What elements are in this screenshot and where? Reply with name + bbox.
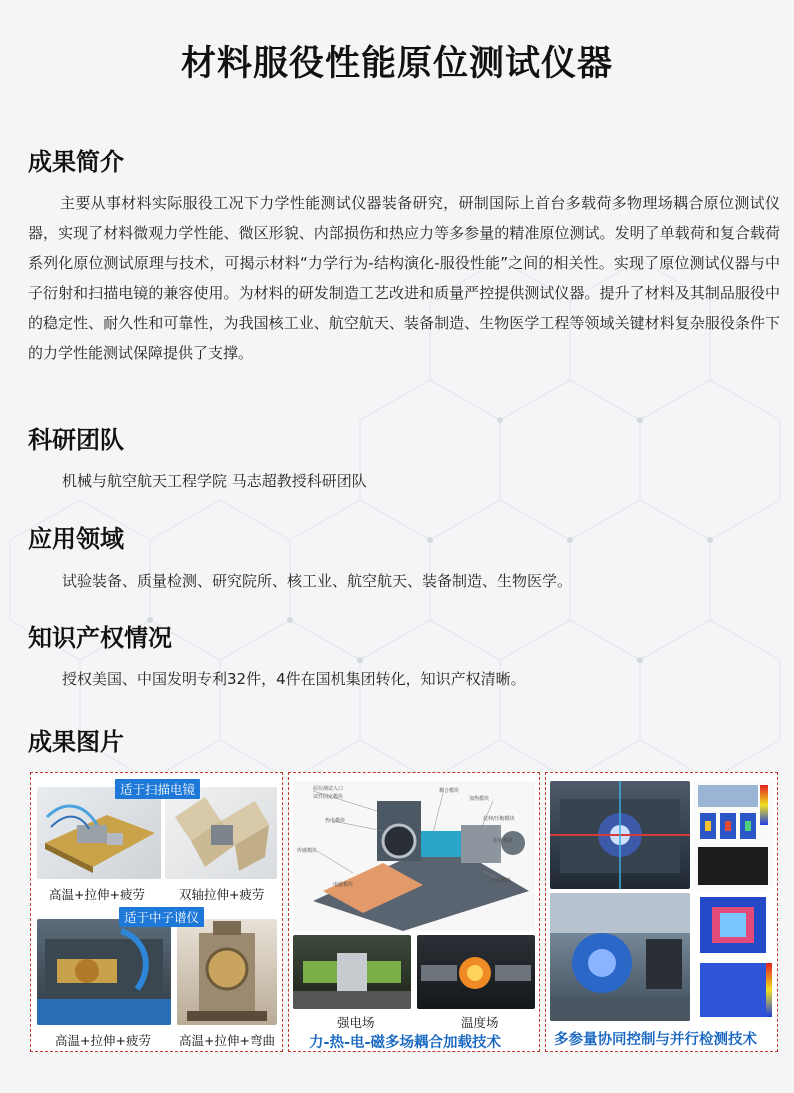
caption-high-temp-tensile-bending: 高温+拉伸+弯曲 bbox=[179, 1033, 275, 1048]
caption-high-temp-tensile-fatigue-2: 高温+拉伸+疲劳 bbox=[55, 1033, 151, 1048]
biaxial-device-image bbox=[165, 787, 277, 879]
caption-collaborative-control: 多参量协同控制与并行检测技术 bbox=[554, 1032, 757, 1048]
diagram-label: 加热模块 bbox=[469, 796, 490, 802]
caption-multifield-coupling: 力-热-电-磁多场耦合加载技术 bbox=[309, 1035, 502, 1051]
ip-heading: 知识产权情况 bbox=[28, 624, 172, 652]
application-heading: 应用领域 bbox=[28, 525, 124, 553]
diagram-label: 热电模块 bbox=[325, 818, 346, 824]
neutron-device-image-2 bbox=[177, 919, 277, 1025]
simulation-results-image bbox=[694, 781, 774, 889]
diagram-label: 试件固定模块 bbox=[313, 794, 344, 800]
summary-heading: 成果简介 bbox=[28, 148, 124, 176]
multifield-loading-diagram bbox=[293, 781, 535, 931]
application-text: 试验装备、质量检测、研究院所、核工业、航空航天、装备制造、生物医学。 bbox=[62, 572, 573, 590]
ip-text: 授权美国、中国发明专利32件，4件在国机集团转化，知识产权清晰。 bbox=[62, 670, 526, 688]
temperature-field-image bbox=[417, 935, 535, 1009]
summary-text: 主要从事材料实际服役工况下力学性能测试仪器装备研究，研制国际上首台多载荷多物理场耦合原位测试仪器，实现了材料微观力学性能、微区形貌、内部损伤和热应力等多参量的精准原位测试。发明了单载荷和复合载荷系列化原位测试原理与技术，可揭示材料“力学行为-结构演化-服役性能”之间的相关性。实现了原位测试仪器与中子衍射和扫描电镜的兼容使用。为材料的研发制造工艺改进和质量严控提供测试仪器。提升了材料及其制品服役中的稳定性、耐久性和可靠性，为我国核工业、航空航天、装备制造、生物医学工程等领域关键材料复杂服役条件下的力学性能测试保障提供了支撑。 bbox=[28, 194, 780, 362]
team-heading: 科研团队 bbox=[28, 426, 124, 454]
test-station-image bbox=[550, 893, 690, 1021]
diagram-label: 压板模块 bbox=[491, 878, 512, 884]
diagram-label: 扭转模块 bbox=[493, 838, 514, 844]
caption-electric-field: 强电场 bbox=[337, 1015, 375, 1030]
diagram-label: 电磁模块 bbox=[333, 882, 354, 888]
figure-panel-control-detection bbox=[545, 772, 778, 1052]
diagram-label: 耦合模块 bbox=[439, 788, 460, 794]
electric-field-image bbox=[293, 935, 411, 1009]
sem-tensile-device-image bbox=[37, 787, 161, 879]
sem-compatible-tag: 适于扫描电镜 bbox=[115, 779, 200, 799]
stress-distribution-image bbox=[694, 893, 774, 1021]
neutron-beamline-image bbox=[550, 781, 690, 889]
page-title: 材料服役性能原位测试仪器 bbox=[180, 44, 613, 84]
team-text: 机械与航空航天工程学院 马志超教授科研团队 bbox=[62, 472, 367, 490]
caption-biaxial-fatigue: 双轴拉伸+疲劳 bbox=[179, 887, 265, 902]
figure-panel-multifield bbox=[288, 772, 540, 1052]
neutron-device-image-1 bbox=[37, 919, 171, 1025]
caption-high-temp-tensile-fatigue-1: 高温+拉伸+疲劳 bbox=[49, 887, 145, 902]
figure-panel-devices bbox=[30, 772, 283, 1052]
caption-temperature-field: 温度场 bbox=[461, 1015, 499, 1030]
images-heading: 成果图片 bbox=[28, 728, 124, 756]
diagram-label: 拉伸/压缩模块 bbox=[483, 816, 515, 822]
diagram-label: 原位测试入口 bbox=[313, 786, 344, 792]
neutron-compatible-tag: 适于中子谱仪 bbox=[119, 907, 204, 927]
diagram-label: 传感模块 bbox=[297, 848, 318, 854]
